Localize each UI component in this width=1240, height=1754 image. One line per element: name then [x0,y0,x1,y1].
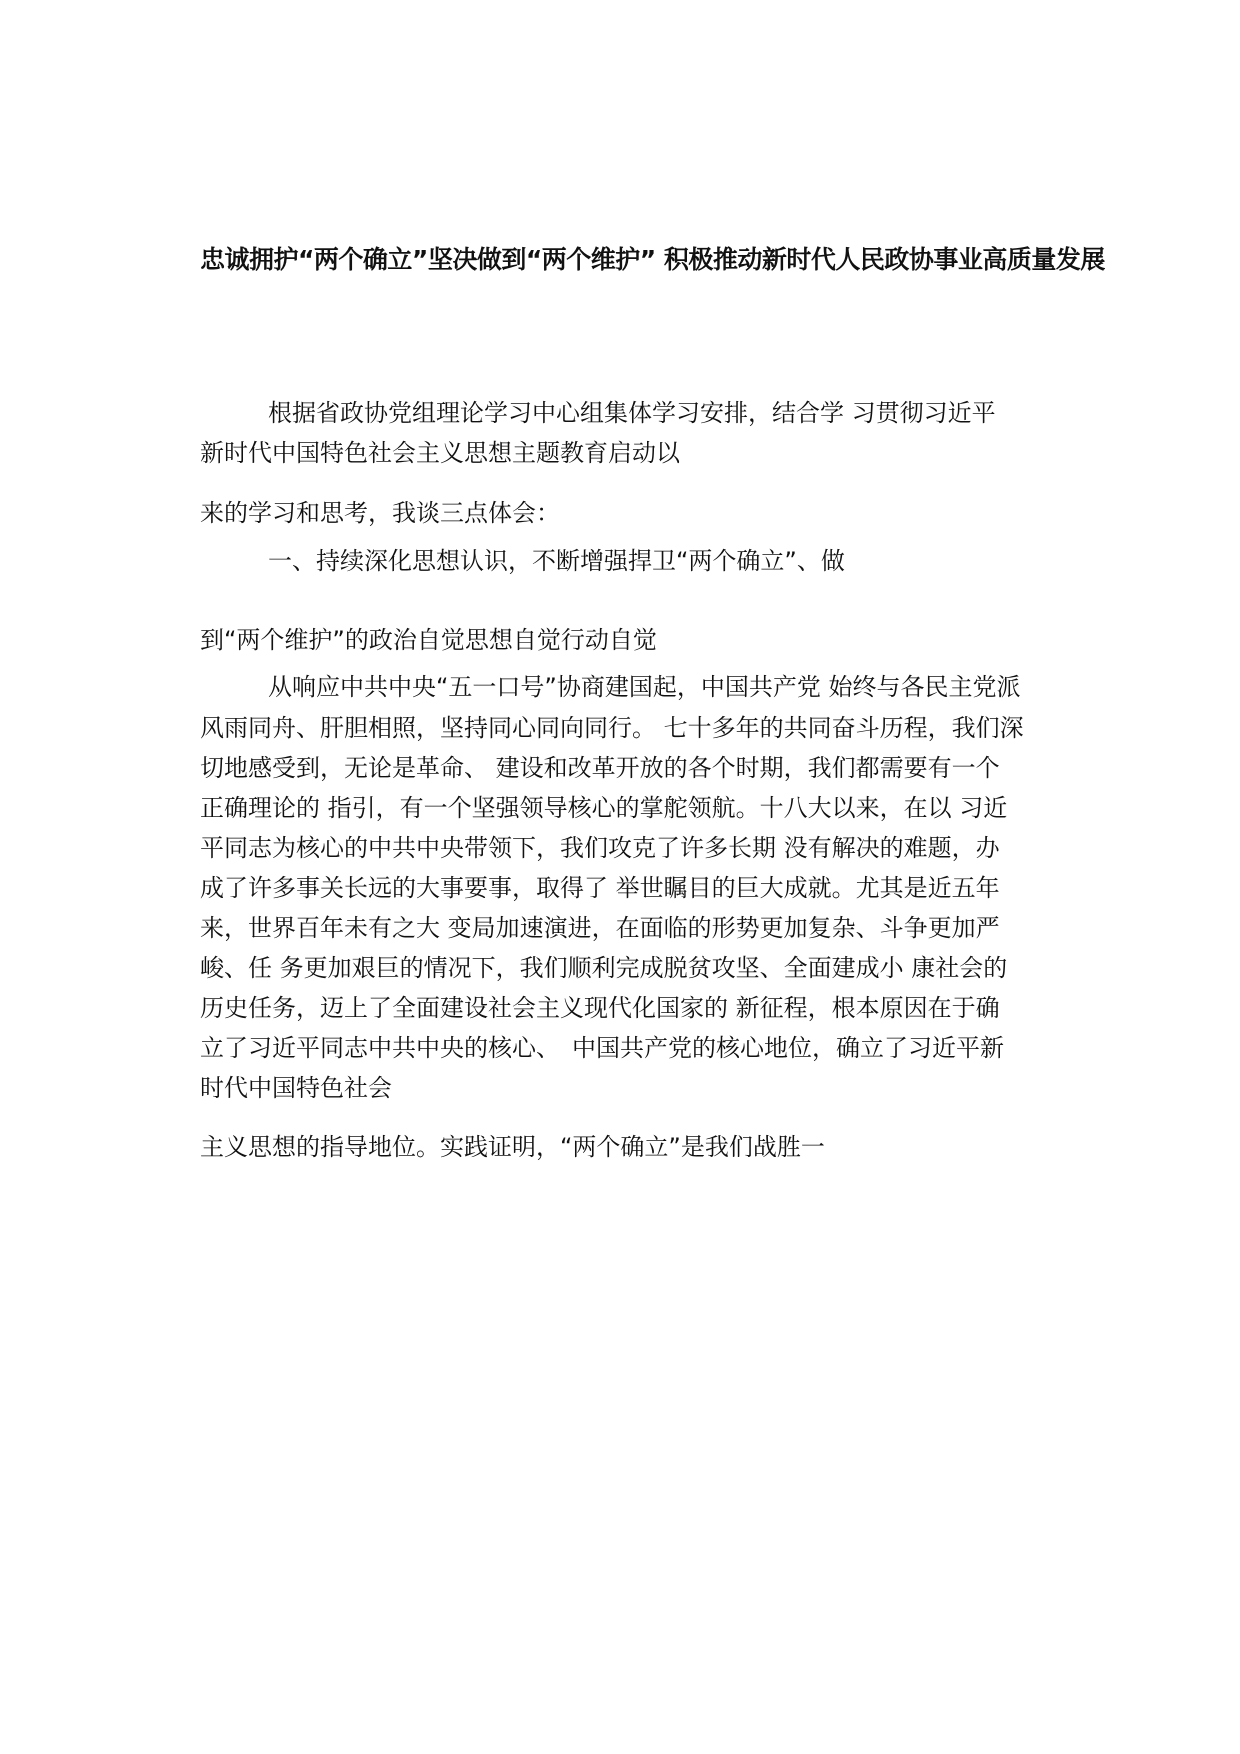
paragraph-line: 从响应中共中央“五一口号”协商建国起，中国共产党 始终与各民主党派 [268,673,1021,701]
paragraph-line: 新时代中国特色社会主义思想主题教育启动以 [200,439,680,467]
paragraph-line: 来的学习和思考，我谈三点体会： [200,499,560,527]
paragraph-line: 根据省政协党组理论学习中心组集体学习安排，结合学 习贯彻习近平 [268,399,996,427]
document-title: 忠诚拥护“两个确立”坚决做到“两个维护” 积极推动新时代人民政协事业高质量发展 [200,245,1105,274]
paragraph-line: 峻、任 务更加艰巨的情况下，我们顺利完成脱贫攻坚、全面建成小 康社会的 [200,954,1008,982]
section-heading-line: 一、持续深化思想认识，不断增强捍卫“两个确立”、做 [268,547,845,575]
paragraph-line: 时代中国特色社会 [200,1074,392,1102]
section-heading-line: 到“两个维护”的政治自觉思想自觉行动自觉 [200,626,657,654]
paragraph-line: 平同志为核心的中共中央带领下，我们攻克了许多长期 没有解决的难题，办 [200,834,1000,862]
paragraph-line: 历史任务，迈上了全面建设社会主义现代化国家的 新征程，根本原因在于确 [200,994,1000,1022]
paragraph-line: 风雨同舟、肝胆相照，坚持同心同向同行。 七十多年的共同奋斗历程，我们深 [200,714,1024,742]
paragraph-line: 成了许多事关长远的大事要事，取得了 举世瞩目的巨大成就。尤其是近五年 [200,874,1000,902]
paragraph-line: 立了习近平同志中共中央的核心、 中国共产党的核心地位，确立了习近平新 [200,1034,1004,1062]
paragraph-line: 来，世界百年未有之大 变局加速演进，在面临的形势更加复杂、斗争更加严 [200,914,1000,942]
paragraph-line: 切地感受到，无论是革命、 建设和改革开放的各个时期，我们都需要有一个 [200,754,1000,782]
paragraph-line: 主义思想的指导地位。实践证明，“两个确立”是我们战胜一 [200,1133,825,1161]
paragraph-line: 正确理论的 指引，有一个坚强领导核心的掌舵领航。十八大以来，在以 习近 [200,794,1008,822]
